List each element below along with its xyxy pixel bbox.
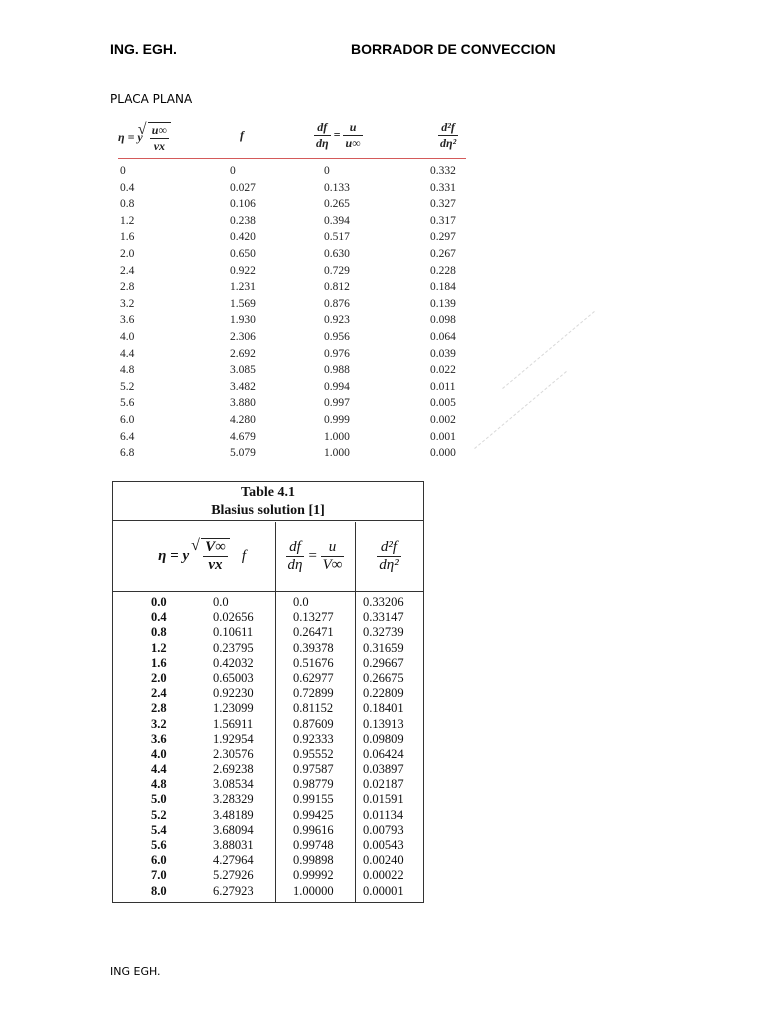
df-den: dη <box>287 556 303 573</box>
table-row <box>113 641 423 656</box>
table-cell: 2.8 <box>151 701 167 716</box>
table-cell: 0 <box>120 165 126 177</box>
table-cell: 0.327 <box>430 198 456 211</box>
table-cell: 1.6 <box>120 231 135 244</box>
table-cell: 4.679 <box>230 430 256 443</box>
table-cell: 0.26675 <box>363 670 404 685</box>
table-cell: 3.68094 <box>213 822 254 837</box>
table-cell: 0.31659 <box>363 640 404 655</box>
d2f-den: dη² <box>440 136 457 150</box>
table-row <box>118 248 466 265</box>
table-cell: 0.133 <box>324 181 350 194</box>
d2f-num: d²f <box>438 120 458 136</box>
table-cell: 0.922 <box>230 264 256 277</box>
table-row <box>113 762 423 777</box>
table-cell: 0.630 <box>324 247 350 260</box>
table-cell: 0.994 <box>324 380 350 393</box>
table-row <box>113 884 423 899</box>
table-row <box>113 717 423 732</box>
table-cell: 3.6 <box>120 314 135 327</box>
table-cell: 0.01134 <box>363 807 404 822</box>
table-cell: 0.87609 <box>293 716 334 731</box>
table-cell: 0.09809 <box>363 731 404 746</box>
blasius-table-4-1 <box>112 481 424 903</box>
table-cell: 0 <box>230 165 236 177</box>
eta-num: √ u∞ <box>151 123 167 137</box>
df-equals: = <box>307 547 318 564</box>
footer-author: ING EGH. <box>110 965 161 978</box>
table-cell: 0.317 <box>430 214 456 227</box>
table-cell: 5.6 <box>151 838 167 852</box>
table-cell: 0.02187 <box>363 777 404 792</box>
table1-body <box>118 159 466 464</box>
table-cell: 2.306 <box>230 330 256 343</box>
table-cell: 3.48189 <box>213 807 254 822</box>
header-author: ING. EGH. <box>110 41 177 57</box>
table-cell: 0.00543 <box>363 838 404 852</box>
df-equals: = <box>333 127 341 142</box>
table-cell: 0.0 <box>151 595 167 609</box>
table-cell: 1.231 <box>230 281 256 294</box>
blasius-table-scanned <box>118 116 466 464</box>
table-cell: 0.184 <box>430 281 456 294</box>
table-cell: 0.99748 <box>293 838 334 852</box>
table-cell: 0.106 <box>230 198 256 211</box>
table-row <box>113 732 423 747</box>
table-cell: 5.2 <box>151 807 167 822</box>
table-row <box>113 610 423 625</box>
u-num: u <box>321 539 345 557</box>
table-cell: 0.99155 <box>293 792 334 807</box>
table-cell: 5.27926 <box>213 868 254 883</box>
table-cell: 0.42032 <box>213 655 254 670</box>
table-cell: 0.8 <box>151 625 167 640</box>
table-cell: 4.4 <box>120 347 135 360</box>
table-cell: 6.0 <box>151 853 167 868</box>
table-cell: 0.95552 <box>293 746 334 761</box>
table2-header-d2f <box>355 521 423 591</box>
table-row <box>113 808 423 823</box>
table-cell: 0.812 <box>324 281 350 294</box>
section-label: PLACA PLANA <box>110 92 193 106</box>
table1-header-eta <box>118 122 171 154</box>
table-cell: 0.00022 <box>363 868 404 883</box>
table-cell: 4.8 <box>151 777 167 792</box>
table-cell: 0.06424 <box>363 746 404 761</box>
table-row <box>113 686 423 701</box>
table-cell: 1.930 <box>230 314 256 327</box>
table-cell: 1.23099 <box>213 701 254 716</box>
table-cell: 0.0 <box>293 595 309 609</box>
table-cell: 0.13913 <box>363 716 404 731</box>
table-cell: 0.976 <box>324 347 350 360</box>
table-cell: 1.6 <box>151 655 167 670</box>
table2-body <box>113 592 423 899</box>
d2f-fraction <box>377 539 400 574</box>
df-den: dη <box>316 136 329 150</box>
table-cell: 2.8 <box>120 281 135 294</box>
table-cell: 0.517 <box>324 231 350 244</box>
d2f-fraction <box>438 120 458 151</box>
table-cell: 0.297 <box>430 231 456 244</box>
table-cell: 0.00001 <box>363 883 404 898</box>
table-cell: 0.02656 <box>213 610 254 625</box>
table-row <box>118 431 466 448</box>
table-cell: 6.4 <box>120 430 135 443</box>
table-cell: 0.33206 <box>363 595 404 609</box>
table-cell: 0.394 <box>324 214 350 227</box>
table-cell: 0.62977 <box>293 670 334 685</box>
table-cell: 0.064 <box>430 330 456 343</box>
table-cell: 3.2 <box>120 297 135 310</box>
eta-den: νx <box>208 557 223 573</box>
eta-den: νx <box>153 139 166 153</box>
table-cell: 2.69238 <box>213 762 254 777</box>
table-cell: 0.265 <box>324 198 350 211</box>
scan-artifact-line <box>502 311 595 389</box>
table-row <box>113 595 423 610</box>
table-cell: 0.00240 <box>363 853 404 868</box>
table-cell: 1.56911 <box>213 716 254 731</box>
table-cell: 0.92230 <box>213 686 254 701</box>
table-row <box>118 198 466 215</box>
table-cell: 0.18401 <box>363 701 404 716</box>
table-cell: 0.876 <box>324 297 350 310</box>
table2-header <box>113 521 423 592</box>
table-cell: 0.000 <box>430 447 456 460</box>
table-cell: 5.4 <box>151 822 167 837</box>
table-cell: 0.01591 <box>363 792 404 807</box>
table-cell: 2.692 <box>230 347 256 360</box>
table-row <box>118 298 466 315</box>
table-cell: 0.33147 <box>363 610 404 625</box>
df-num: df <box>286 539 305 557</box>
table-row <box>113 868 423 883</box>
table-row <box>113 747 423 762</box>
df-num: df <box>314 120 331 136</box>
eta-num: √ V∞ <box>205 539 226 555</box>
table-row <box>118 364 466 381</box>
table-cell: 3.08534 <box>213 777 254 792</box>
table-row <box>118 281 466 298</box>
table-cell: 0.98779 <box>293 777 334 792</box>
table-cell: 0.139 <box>430 297 456 310</box>
table-row <box>118 165 466 182</box>
table-cell: 6.8 <box>120 447 135 460</box>
table-cell: 5.0 <box>151 792 167 807</box>
u-den: V∞ <box>322 556 343 573</box>
header-title: BORRADOR DE CONVECCION <box>351 41 556 57</box>
table-cell: 3.2 <box>151 716 167 731</box>
table-cell: 0.098 <box>430 314 456 327</box>
table-row <box>118 331 466 348</box>
df-fraction <box>314 120 331 151</box>
table-cell: 0.4 <box>120 181 135 194</box>
table-cell: 0.956 <box>324 330 350 343</box>
table-cell: 0.92333 <box>293 731 334 746</box>
table-cell: 0.923 <box>324 314 350 327</box>
table2-header-df <box>275 521 355 591</box>
table-cell: 2.4 <box>120 264 135 277</box>
table-row <box>118 381 466 398</box>
table-cell: 2.30576 <box>213 746 254 761</box>
table-cell: 0.26471 <box>293 625 334 640</box>
table-cell: 2.4 <box>151 686 167 701</box>
table-row <box>118 265 466 282</box>
table-cell: 0.00793 <box>363 822 404 837</box>
table1-header <box>118 116 466 159</box>
table-row <box>113 838 423 853</box>
table-cell: 3.880 <box>230 397 256 410</box>
table-cell: 0.331 <box>430 181 456 194</box>
table-cell: 0.99898 <box>293 853 334 868</box>
eta-fraction <box>150 123 169 154</box>
table-cell: 0.51676 <box>293 655 334 670</box>
table-cell: 0.99425 <box>293 807 334 822</box>
table-cell: 0 <box>324 165 330 177</box>
table-row <box>118 182 466 199</box>
table-cell: 1.2 <box>120 214 135 227</box>
table-cell: 2.0 <box>151 670 167 685</box>
table-cell: 0.011 <box>430 380 456 393</box>
u-fraction <box>321 539 345 574</box>
table-cell: 0.999 <box>324 413 350 426</box>
eta-lhs: η = y <box>158 547 190 564</box>
table-cell: 1.00000 <box>293 883 334 898</box>
table2-title-line2: Blasius solution [1] <box>211 503 325 518</box>
table-cell: 1.000 <box>324 430 350 443</box>
eta-lhs: η = y <box>118 129 143 144</box>
u-fraction <box>343 120 362 151</box>
df-fraction <box>286 539 305 574</box>
table-cell: 0.8 <box>120 198 135 211</box>
table-cell: 4.0 <box>120 330 135 343</box>
u-num: u <box>343 120 362 136</box>
table-row <box>113 853 423 868</box>
table-cell: 4.4 <box>151 762 167 777</box>
table-row <box>118 447 466 464</box>
table-cell: 0.10611 <box>213 625 254 640</box>
table-cell: 3.28329 <box>213 792 254 807</box>
table-cell: 0.29667 <box>363 655 404 670</box>
table-cell: 0.005 <box>430 397 456 410</box>
table-cell: 0.99616 <box>293 822 334 837</box>
table-cell: 0.997 <box>324 397 350 410</box>
table-cell: 0.97587 <box>293 762 334 777</box>
table-cell: 1.569 <box>230 297 256 310</box>
sqrt-symbol <box>148 122 171 154</box>
table-cell: 0.228 <box>430 264 456 277</box>
table-row <box>113 777 423 792</box>
table-cell: 0.99992 <box>293 868 334 883</box>
table-cell: 7.0 <box>151 868 167 883</box>
table-row <box>118 231 466 248</box>
table-cell: 4.8 <box>120 364 135 377</box>
table-cell: 0.4 <box>151 610 167 625</box>
table-row <box>113 656 423 671</box>
table-row <box>118 215 466 232</box>
table-cell: 0.13277 <box>293 610 334 625</box>
table2-title-line1: Table 4.1 <box>241 485 295 500</box>
table-cell: 0.039 <box>430 347 456 360</box>
table2-header-f: f <box>241 547 247 564</box>
table-cell: 4.280 <box>230 413 256 426</box>
table-cell: 2.0 <box>120 247 135 260</box>
table-cell: 6.0 <box>120 413 135 426</box>
table-cell: 0.650 <box>230 247 256 260</box>
table-cell: 0.81152 <box>293 701 334 716</box>
table-cell: 0.267 <box>430 247 456 260</box>
table-row <box>118 348 466 365</box>
table-cell: 0.332 <box>430 165 456 177</box>
table-cell: 0.027 <box>230 181 256 194</box>
table-row <box>113 625 423 640</box>
table-cell: 0.65003 <box>213 670 254 685</box>
table-cell: 3.88031 <box>213 838 254 852</box>
scan-artifact-line <box>474 371 567 449</box>
table-cell: 8.0 <box>151 883 167 898</box>
d2f-num: d²f <box>377 539 400 557</box>
table2-title <box>113 482 423 521</box>
table-row <box>113 823 423 838</box>
table-cell: 1.2 <box>151 640 167 655</box>
table-cell: 1.92954 <box>213 731 254 746</box>
table-cell: 0.23795 <box>213 640 254 655</box>
table-cell: 3.482 <box>230 380 256 393</box>
table-cell: 0.988 <box>324 364 350 377</box>
d2f-den: dη² <box>379 556 399 573</box>
table-row <box>113 792 423 807</box>
table-row <box>118 314 466 331</box>
table-cell: 0.22809 <box>363 686 404 701</box>
table-cell: 1.000 <box>324 447 350 460</box>
table-cell: 5.6 <box>120 397 135 410</box>
table1-header-f: f <box>240 128 244 142</box>
table-cell: 0.002 <box>430 413 456 426</box>
table-row <box>118 397 466 414</box>
table-cell: 0.03897 <box>363 762 404 777</box>
table-cell: 0.238 <box>230 214 256 227</box>
table-row <box>118 414 466 431</box>
table-cell: 4.27964 <box>213 853 254 868</box>
table-cell: 5.079 <box>230 447 256 460</box>
table-row <box>113 701 423 716</box>
table-cell: 0.72899 <box>293 686 334 701</box>
table-cell: 0.001 <box>430 430 456 443</box>
table-cell: 0.32739 <box>363 625 404 640</box>
table-cell: 0.39378 <box>293 640 334 655</box>
table-cell: 5.2 <box>120 380 135 393</box>
table-cell: 0.420 <box>230 231 256 244</box>
table-cell: 0.729 <box>324 264 350 277</box>
table-cell: 4.0 <box>151 746 167 761</box>
table-cell: 3.085 <box>230 364 256 377</box>
table1-header-df <box>314 120 363 151</box>
table-cell: 0.022 <box>430 364 456 377</box>
table1-header-d2f <box>438 120 458 151</box>
u-den: u∞ <box>345 136 361 150</box>
table-cell: 3.6 <box>151 731 167 746</box>
table-cell: 0.0 <box>213 595 229 609</box>
table-cell: 6.27923 <box>213 883 254 898</box>
table-row <box>113 671 423 686</box>
